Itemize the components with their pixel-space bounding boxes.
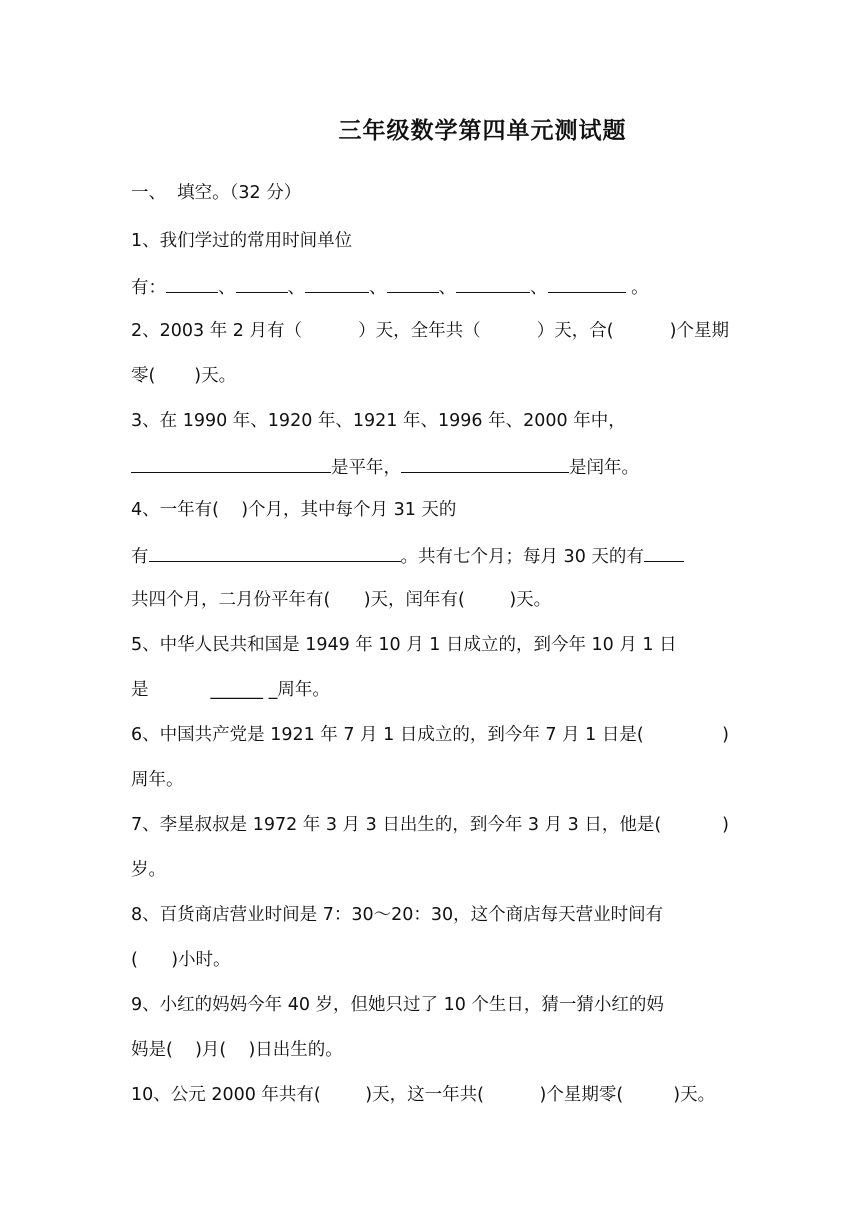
q4-a: 有: [131, 547, 149, 567]
blank[interactable]: [131, 454, 331, 473]
q2-part-c: ）天，合(: [536, 321, 614, 341]
question-1-line-2: [131, 274, 649, 300]
question-6-line-2: 周年。: [131, 770, 184, 790]
q3-mid: 是平年，: [331, 458, 401, 478]
question-6-line-1: [131, 723, 729, 747]
blank[interactable]: [305, 274, 369, 293]
separator: 、: [369, 278, 387, 298]
question-4-line-1: 4、一年有( )个月，其中每个月 31 天的: [131, 500, 457, 520]
q5-a: 是: [131, 680, 149, 700]
question-3-line-2: [131, 454, 639, 480]
q7-a: 7、李星叔叔是 1972 年 3 月 3 日出生的，到今年 3 月 3 日，他是(: [131, 815, 662, 835]
blank[interactable]: [236, 274, 288, 293]
question-10-line-1: 10、公元 2000 年共有( )天，这一年共( )个星期零( )天。: [131, 1085, 716, 1105]
question-5-line-1: 5、中华人民共和国是 1949 年 10 月 1 日成立的，到今年 10 月 1 日: [131, 635, 677, 655]
separator: 、: [287, 278, 305, 298]
separator: 、: [438, 278, 456, 298]
question-3-line-1: 3、在 1990 年、1920 年、1921 年、1996 年、2000 年中，: [131, 411, 626, 431]
section-heading: 一、 填空。（32 分）: [131, 183, 302, 203]
q6-b: ): [722, 725, 729, 745]
question-8-line-1: 8、百货商店营业时间是 7：30～20：30，这个商店每天营业时间有: [131, 905, 664, 925]
question-9-line-2: 妈是( )月( )日出生的。: [131, 1040, 343, 1060]
q6-a: 6、中国共产党是 1921 年 7 月 1 日成立的，到今年 7 月 1 日是(: [131, 725, 644, 745]
q3-end: 是闰年。: [569, 458, 639, 478]
q1-prefix: 有：: [131, 278, 166, 298]
q2-part-a: 2、2003 年 2 月有（: [131, 321, 302, 341]
question-5-line-2: [131, 678, 330, 702]
question-1-line-1: 1、我们学过的常用时间单位: [131, 231, 353, 251]
q7-b: ): [722, 815, 729, 835]
separator: 、: [218, 278, 236, 298]
question-4-line-2: [131, 543, 684, 569]
question-7-line-1: [131, 813, 729, 837]
question-9-line-1: 9、小红的妈妈今年 40 岁，但她只过了 10 个生日，猜一猜小红的妈: [131, 995, 664, 1015]
blank[interactable]: [401, 454, 569, 473]
page-title: 三年级数学第四单元测试题: [338, 118, 627, 144]
question-8-line-2: ( )小时。: [131, 950, 231, 970]
q5-b: ______ _周年。: [210, 680, 330, 700]
question-4-line-3: 共四个月，二月份平年有( )天，闰年有( )天。: [131, 590, 552, 610]
blank[interactable]: [387, 274, 439, 293]
blank[interactable]: [149, 543, 401, 562]
separator: 、: [530, 278, 548, 298]
blank[interactable]: [166, 274, 218, 293]
q4-b: 。共有七个月；每月 30 天的有: [400, 547, 644, 567]
q2-part-b: ）天，全年共（: [358, 321, 481, 341]
question-2-line-2: 零( )天。: [131, 366, 237, 386]
blank[interactable]: [456, 274, 530, 293]
blank[interactable]: [548, 274, 626, 293]
question-2-line-1: [131, 319, 729, 343]
q2-part-d: )个星期: [669, 321, 729, 341]
q1-end: 。: [625, 278, 649, 298]
question-7-line-2: 岁。: [131, 860, 166, 880]
blank[interactable]: [644, 543, 684, 562]
